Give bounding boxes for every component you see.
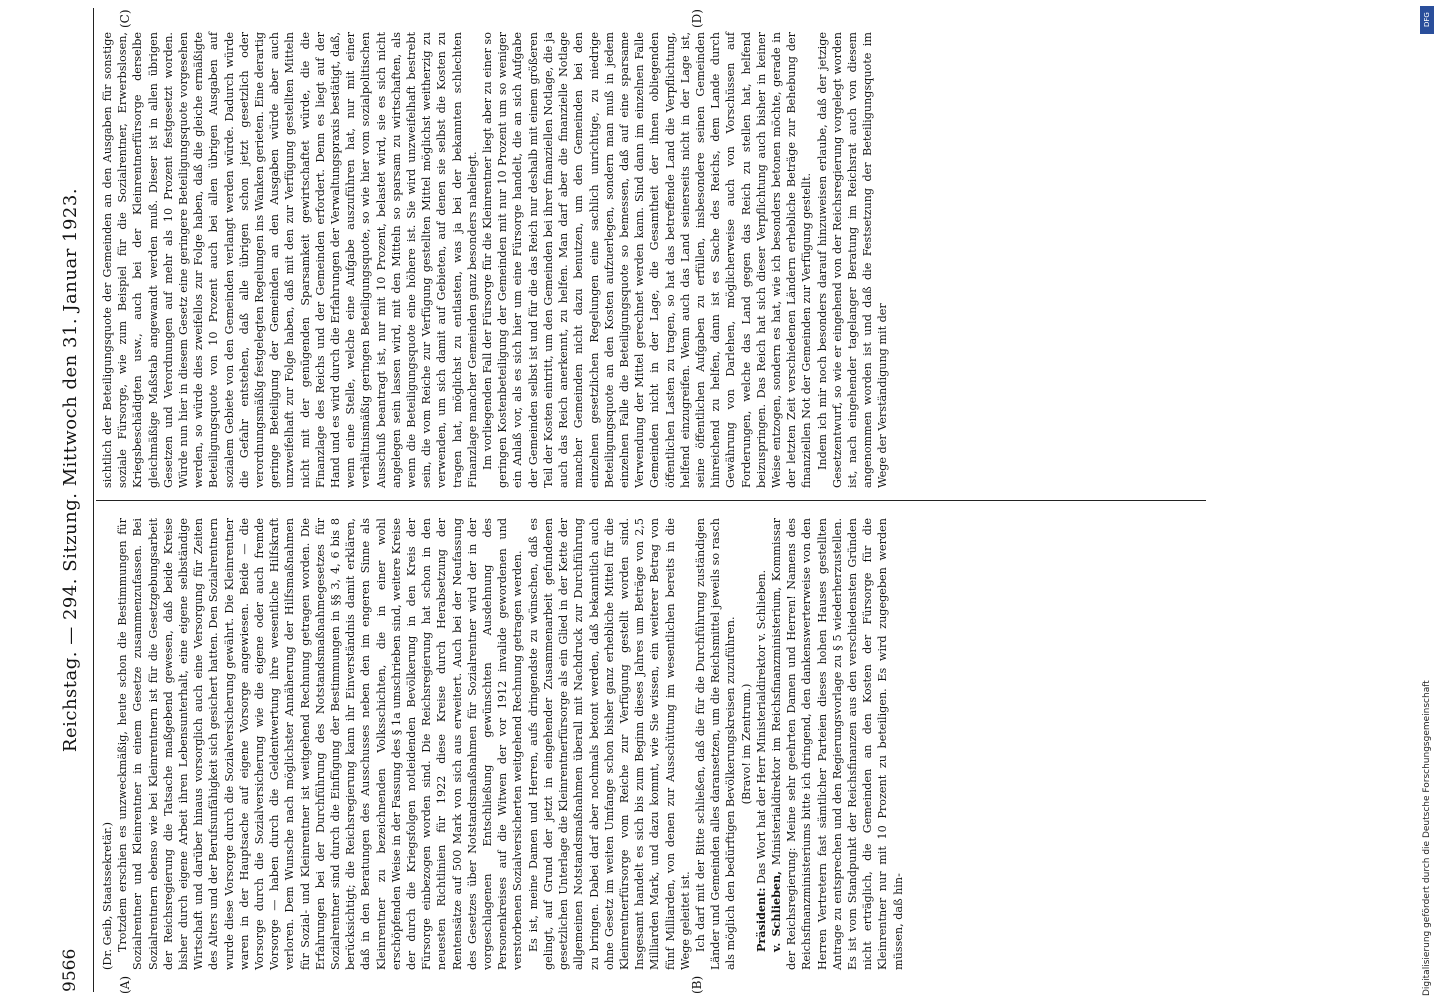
margin-marker-b: (B) bbox=[690, 975, 704, 994]
speaker-name: v. Schlieben, bbox=[768, 870, 783, 952]
paragraph: Trotzdem erschien es unzweckmäßig, heute schon die Bestimmungen für Sozialrentner und Kleinrentner in einem Gesetze zusammenzufassen. Bei Sozialrentnern ebenso wie bei Kleinrentnern ist für die Gesetzgebungsarbeit der Reichsregierung die Tatsache maßgebend gewesen, daß beide Kreise bisher durch eigene Arbeit ihren Lebensunterhalt, eine eigene selbständige Wirtschaft und darüber hinaus vorsorglich auch eine Versorgung für Zeiten des Alters und der Berufsunfähigkeit sich gesichert hatten. Den Sozialrentnern wurde diese Vorsorge durch die Sozialversicherung gewährt. Die Kleinrentner waren in der Hauptsache auf eigene Vorsorge angewiesen. Beide — die Vorsorge durch die Sozialversicherung wie die eigene oder auch fremde Vorsorge — haben durch die Geldentwertung ihre wesentliche Hilfskraft verloren. Dem Wunsche nach möglichster Annäherung der Hilfsmaßnahmen für Sozial- und Kleinrentner ist weitgehend Rechnung getragen worden. Die Erfahrungen bei der Durchführung des Notstandsmaßnahmegesetzes für Sozialrentner sind durch die Einfügung der Bestimmungen in §§ 3, 4, 6 bis 8 berücksichtigt; die Reichsregierung kann ihr Einverständnis damit erklären, daß in den Beratungen des Ausschusses neben den im engeren Sinne als Kleinrentner zu bezeichnenden Volksschichten, die in einer wohl erschöpfenden Weise in der Fassung des § 1a umschrieben sind, weitere Kreise der durch die Kriegsfolgen notleidenden Bevölkerung in den Kreis der Fürsorge einbezogen worden sind. Die Reichsregierung hat schon in den neuesten Richtlinien für 1922 diese Kreise durch Herabsetzung der Rentensätze auf 500 Mark von sich aus erweitert. Auch bei der Neufassung des Gesetzes über Notstandsmaßnahmen für Sozialrentner wird der in der vorgeschlagenen Entschließung gewünschten Ausdehnung des Personenkreises auf die Witwen der vor 1912 invalide gewordenen und verstorbenen Sozialversicherten weitgehend Rechnung getragen werden. bbox=[116, 518, 525, 970]
paragraph: sichtlich der Beteiligungsquote der Gemeinden an den Ausgaben für sonstige soziale Fürsorge, wie zum Beispiel für die Sozialrentner, Erwerbslosen, Kriegsbeschädigten usw., auch bei der Kleinrentnerfürsorge derselbe gleichmäßige Maßstab angewandt werden muß. Dieser ist in allen übrigen Gesetzen und Verordnungen auf mehr als 10 Prozent festgesetzt worden. Würde nun hier in diesem Gesetz eine geringere Beteiligungsquote vorgesehen werden, so würde dies zweifellos zur Folge haben, daß die gleiche ermäßigte Beteiligungsquote von 10 Prozent auch bei allen übrigen Ausgaben auf sozialem Gebiete von den Gemeinden verlangt werden würde. Dadurch würde die Gefahr entstehen, daß alle übrigen schon jetzt gesetzlich oder verordnungsmäßig festgelegten Regelungen ins Wanken gerieten. Eine derartig geringe Beteiligung der Gemeinden an den Ausgaben würde aber auch unzweifelhaft zur Folge haben, daß mit den zur Verfügung gestellten Mitteln nicht mit der genügenden Sparsamkeit gewirtschaftet würde, die die Finanzlage des Reichs und der Gemeinden erfordert. Denn es liegt auf der Hand und es wird durch die Erfahrungen der Verwaltungspraxis bestätigt, daß, wenn eine Stelle, welche eine Aufgabe auszuführen hat, nur mit einer verhältnismäßig geringen Beteiligungsquote, so wie hier vom sozialpolitischen Ausschuß beantragt ist, nur mit 10 Prozent, belastet wird, sie es sich nicht angelegen sein lassen wird, mit den Mitteln so sparsam zu wirtschaften, als wenn die Beteiligungsquote eine höhere ist. Sie wird unzweifelhaft bestrebt sein, die vom Reiche zur Verfügung gestellten Mittel möglichst weitherzig zu verwenden, um sich damit auf Gebieten, auf denen sie selbst die Kosten zu tragen hat, möglichst zu entlasten, was ja bei der bekannten schlechten Finanzlage mancher Gemeinden ganz besonders naheliegt. bbox=[101, 32, 479, 488]
margin-marker-c: (C) bbox=[118, 9, 132, 28]
applause-note: (Bravo! im Zentrum.) bbox=[739, 683, 753, 805]
page-header-title: Reichstag. — 294. Sitzung. Mittwoch den 31. Januar 1923. bbox=[60, 187, 81, 753]
paragraph: Indem ich mir noch besonders darauf hinzuweisen erlaube, daß der jetzige Gesetzentwurf, so wie er eingehend von der Reichsregierung vorgelegt worden ist, nach eingehender tagelanger Beratung im Reichsrat auch von diesem angenommen worden ist und daß die Festsetzung der Beteiligungsquote im Wege der Verständigung mit der bbox=[815, 32, 890, 488]
digitization-credit: Digitalisierung gefördert durch die Deutsche Forschungsgemeinschaft bbox=[1422, 680, 1432, 996]
speaker-paragraph bbox=[769, 518, 906, 970]
right-text-column bbox=[100, 32, 891, 488]
speaker-text: Ministerialdirektor im Reichsfinanzministerium, Kommissar der Reichsregierung: Meine sehr geehrten Damen und Herren! Namens des Reichsfinanzministeriums bitte ich dringend, den dankenswerterweise von den Herren Vertretern fast sämtlicher Parteien dieses hohen Hauses gestellten Antrage zu entsprechen und den Regierungsvorlage zu § 5 wiederherzustellen. Es ist vom Standpunkt der Reichsfinanzen aus den verschiedensten Gründen nicht erträglich, die Gemeinden an den Kosten der Fürsorge für die Kleinrentner nur mit 10 Prozent zu beteiligen. Es wird zugegeben werden müssen, daß hin- bbox=[769, 518, 905, 970]
paragraph: Im vorliegenden Fall der Fürsorge für die Kleinrentner liegt aber zu einer so geringen Kostenbeteiligung der Gemeinden mit nur 10 Prozent um so weniger ein Anlaß vor, als es sich hier um eine Fürsorge handelt, die an sich Aufgabe der Gemeinden selbst ist und für die das Reich nur deshalb mit einem größeren Teil der Kosten eintritt, um den Gemeinden bei ihrer finanziellen Notlage, die ja auch das Reich anerkennt, zu helfen. Man darf aber die finanzielle Notlage mancher Gemeinden nicht dazu benutzen, um den Gemeinden bei den einzelnen gesetzlichen Regelungen eine sachlich unrichtige, zu niedrige Beteiligungsquote an den Kosten aufzuerlegen, sondern man muß in jedem einzelnen Falle die Beteiligungsquote so bemessen, daß auf eine sparsame Verwendung der Mittel gerechnet werden kann. Sind dann im einzelnen Falle Gemeinden nicht in der Lage, die Gesamtheit der ihnen obliegenden öffentlichen Lasten zu tragen, so hat das betreffende Land die Verpflichtung, helfend einzugreifen. Wenn auch das Land seinerseits nicht in der Lage ist, seine öffentlichen Aufgaben zu erfüllen, insbesondere seinen Gemeinden hinreichend zu helfen, dann ist es Sache des Reichs, dem Lande durch Gewährung von Darlehen, möglicherweise auch von Vorschüssen auf Forderungen, welche das Land gegen das Reich zu stellen hat, helfend beizuspringen. Das Reich hat sich dieser Verpflichtung auch bisher in keiner Weise entzogen, sondern es hat, wie ich besonders betonen möchte, gerade in der letzten Zeit verschiedenen Ländern erhebliche Beträge zur Behebung der finanziellen Not der Gemeinden zur Verfügung gestellt. bbox=[481, 32, 814, 488]
president-remark bbox=[754, 518, 769, 970]
page-number: 9566 bbox=[60, 948, 80, 992]
header-rule bbox=[93, 8, 94, 992]
president-text: Das Wort hat der Herr Ministerialdirektor v. Schlieben. bbox=[754, 569, 768, 884]
dfg-logo-icon: DFG bbox=[1420, 6, 1434, 34]
speaker-tag: (Dr. Geib, Staatssekretär.) bbox=[101, 821, 114, 970]
margin-marker-a: (A) bbox=[118, 975, 132, 994]
president-label: Präsident: bbox=[753, 887, 768, 952]
margin-marker-d: (D) bbox=[690, 9, 704, 28]
paragraph: Es ist, meine Damen und Herren, aufs dringendste zu wünschen, daß es gelingt, auf Grund der jetzt in eingehender Zusammenarbeit gefundenen gesetzlichen Unterlage die Kleinrentnerfürsorge als ein Glied in der Kette der allgemeinen Notstandsmaßnahmen überall mit Nachdruck zur Durchführung zu bringen. Dabei darf aber nochmals betont werden, daß bekanntlich auch ohne Gesetz im weiten Umfange schon bisher ganz erhebliche Mittel für die Kleinrentnerfürsorge vom Reiche zur Verfügung gestellt worden sind. Insgesamt handelt es sich bis zum Beginn dieses Jahres um Beträge von 2,5 Milliarden Mark, und dazu kommt, wie Sie wissen, ein weiterer Betrag von fünf Milliarden, von denen zur Ausschüttung im wesentlichen bereits in die Wege geleitet ist. bbox=[526, 518, 692, 970]
left-text-column bbox=[100, 518, 906, 970]
paragraph: Ich darf mit der Bitte schließen, daß die für die Durchführung zuständigen Länder und Gemeinden alles daransetzen, um die Reichsmittel jeweils so rasch als möglich den bedürftigen Bevölkerungskreisen zuzuführen. bbox=[693, 518, 738, 970]
column-divider bbox=[96, 500, 1206, 501]
